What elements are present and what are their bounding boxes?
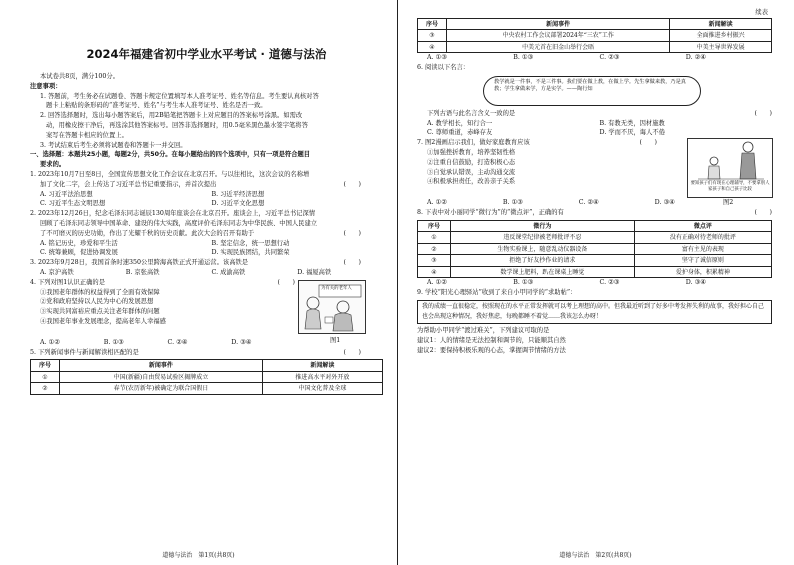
note-line: 案写在答题卡相应的位置上。 [46, 131, 128, 139]
q2-option-a[interactable]: A. 铭记历史，珍爱和平生活 [40, 239, 118, 247]
q4-option-b[interactable]: B. ①③ [103, 338, 124, 346]
q4-stem-line: 4. 下列对图1认识正确的是 [30, 278, 105, 286]
q3-option-a[interactable]: A. 京沪高铁 [40, 268, 74, 276]
table-header: 序号 [418, 18, 447, 30]
table-cell: 春节(农历新年)被确定为联合国假日 [60, 383, 263, 395]
table-header-row [418, 18, 772, 30]
q6-options [417, 119, 772, 129]
q2-option-c[interactable]: C. 统筹兼顾，促进协调发展 [40, 249, 118, 257]
q4-item: ④我国老年事业发展理念，提高老年人幸福感 [40, 317, 166, 325]
q7-item: ②注重自信鼓励，打造积极心态 [427, 158, 516, 166]
table-row [418, 232, 772, 244]
continued-label: 续表 [755, 9, 768, 16]
answer-blank: ( ) [343, 229, 361, 237]
table-cell: 中美元首在旧金山举行会晤 [447, 41, 670, 53]
q1-options [30, 190, 383, 200]
q2-option-b[interactable]: B. 坚定信念，统一思想行动 [211, 239, 290, 247]
table-cell: 全面推进乡村振兴 [670, 30, 772, 42]
table-header: 微点评 [634, 220, 771, 232]
table-row [418, 266, 772, 278]
q5-stem [30, 348, 383, 358]
table-header: 新闻事件 [60, 360, 263, 372]
q7-item: ③自觉承认错误，主动沟通交流 [427, 168, 516, 176]
table-cell: 没有正确对待老师的批评 [634, 232, 771, 244]
intro: 本试卷共8页，满分100分。 [40, 73, 119, 80]
q4-options [30, 338, 295, 348]
table-cell: 爱护身体，积累精神 [634, 266, 771, 278]
q2-options [30, 239, 383, 249]
q6-stem: 6. 阅读以下名言： [417, 64, 470, 72]
table-cell: 生物实验课上，随意乱动仪器设备 [451, 243, 635, 255]
section-heading-cont: 要求的。 [40, 161, 66, 169]
exam-title: 2024年福建省初中学业水平考试 · 道德与法治 [86, 47, 327, 61]
q4-item: ①我国老年群体的权益得到了全面有效保障 [40, 288, 160, 296]
note-line: 3. 考试结束后考生必须将试题卷和答题卡一并交回。 [40, 141, 187, 149]
figure-2-caption: 图2 [723, 199, 734, 207]
q5-option-c[interactable]: C. ②③ [599, 54, 620, 62]
page-right [397, 0, 794, 565]
parent-child-cartoon-icon [688, 139, 772, 183]
q7-item: ④积极承担责任，改善亲子关系 [427, 178, 516, 186]
table-cell: 坚守了诚信原则 [634, 255, 771, 267]
q8-options [417, 278, 772, 288]
q6-option-b[interactable]: B. 有教无类，因材施教 [599, 119, 665, 127]
table-cell: ④ [418, 266, 451, 278]
table-cell: 拒绝了好友抄作业的请求 [451, 255, 635, 267]
answer-blank: ( ) [754, 209, 772, 217]
table-row [418, 243, 772, 255]
table-header-row [418, 220, 772, 232]
table-cell: ② [31, 383, 60, 395]
table-row [418, 30, 772, 42]
page-footer-right: 道德与法治 第2页(共8页) [559, 552, 632, 559]
note-line: 2. 回答选择题时，选出每小题答案后，用2B铅笔把答题卡上对应题目的答案标号涂黑。如需改 [40, 112, 303, 120]
q6-option-d[interactable]: D. 学而不厌，诲人不倦 [599, 129, 665, 137]
q1-option-d[interactable]: D. 习近平文化思想 [211, 200, 265, 208]
q5-table-continued [417, 18, 772, 54]
page-footer-left: 道德与法治 第1页(共8页) [162, 552, 235, 559]
q1-stem-line: 加了文化二字，会上传达了习近平总书记重要指示，并首次提出 [40, 180, 217, 188]
table-row [418, 255, 772, 267]
q7-options [417, 198, 772, 208]
answer-blank: ( ) [343, 259, 361, 267]
q5-table [30, 359, 383, 395]
q2-options [30, 248, 383, 258]
table-cell: ④ [418, 41, 447, 53]
q4-item: ②党和政府坚持以人民为中心的发展思想 [40, 298, 154, 306]
q1-option-b[interactable]: B. 习近平经济思想 [211, 190, 265, 198]
table-header: 新闻解读 [262, 360, 382, 372]
q5-stem-line: 5. 下列新闻事件与新闻解读相匹配的是 [30, 348, 139, 356]
q2-stem: 2. 2023年12月26日，纪念毛泽东同志诞辰130周年座谈会在北京召开。座谈会上，习近平总书记深情 [30, 210, 316, 218]
figure-1-text: 为有关的老年人 [321, 285, 352, 291]
table-cell: ② [418, 243, 451, 255]
q6-option-c[interactable]: C. 尊师重道，赤峰存友 [427, 129, 493, 137]
q7-stem [417, 138, 657, 148]
q1-options [30, 199, 383, 209]
q3-stem-line: 3. 2023年9月28日，我国首条时速350公里跨海高铁正式开通运营。该高铁是 [30, 259, 249, 267]
q5-option-b[interactable]: B. ①③ [513, 54, 534, 62]
figure-2-cartoon [687, 138, 773, 198]
notes-heading: 注意事项： [30, 82, 62, 90]
q7-option-a[interactable]: A. ①② [427, 199, 447, 207]
q9-suggestion: 建议1：人的情绪是无法控制和调节的，只能顺其自然 [417, 336, 566, 344]
q2-stem-line: 了不可磨灭的历史功勋，作出了光耀千秋的历史贡献。此次大会的召开有助于 [40, 229, 255, 237]
table-header: 新闻事件 [447, 18, 670, 30]
q8-option-d[interactable]: D. ③④ [685, 279, 706, 287]
q7-stem-line: 7. 图2漫画启示我们，做好家庭教育应该 [417, 139, 530, 147]
answer-blank: ( ) [277, 278, 295, 286]
q8-table [417, 220, 772, 279]
table-cell: ① [31, 371, 60, 383]
q9-stem: 9. 学校“阳光心理驿站”收到了来自小甲同学的“求助帖”： [417, 289, 577, 297]
figure-1-cartoon [298, 280, 366, 334]
q3-stem [30, 258, 383, 268]
q3-option-d[interactable]: D. 福厦高铁 [297, 268, 332, 276]
quote-bubble: 教学就是一件事，不是三件事。我们要在做上教，在做上学。先生拿做来教，乃是真教；学生拿做来学，方是实学。——陶行知 [483, 76, 701, 106]
q9-ask: 为帮助小甲同学“渡过难关”，下列建议可取的是 [417, 326, 550, 334]
table-cell: 富有主见的表现 [634, 243, 771, 255]
q7-option-b[interactable]: B. ①③ [502, 199, 523, 207]
q7-block [417, 138, 772, 198]
table-cell: 中国文化普及全球 [262, 383, 382, 395]
q2-option-d[interactable]: D. 实现民族团结，共同繁荣 [211, 249, 290, 257]
q8-option-b[interactable]: B. ①③ [513, 279, 534, 287]
table-cell: ③ [418, 255, 451, 267]
note-line: 1. 答题前，考生务必在试题卷、答题卡规定位置填写本人准考证号、姓名等信息。考生要认真核对答 [40, 92, 319, 100]
table-cell: 数学课上肥料，趴在课桌上睡觉 [451, 266, 635, 278]
table-header: 序号 [418, 220, 451, 232]
q7-item: ①加强挫折教育，培养坚韧性格 [427, 149, 516, 157]
table-row [31, 371, 383, 383]
q4-stem [30, 278, 295, 288]
q8-stem-line: 8. 下表中对小丽同学“微行为”的“微点评”，正确的有 [417, 209, 564, 217]
q5-option-a[interactable]: A. ①③ [427, 54, 447, 62]
table-header-row [31, 360, 383, 372]
q8-stem [417, 208, 772, 218]
q5-option-d[interactable]: D. ②④ [685, 54, 706, 62]
figure-1-caption: 图1 [330, 336, 341, 344]
q6-options [417, 128, 772, 138]
section-heading: 一、选择题：本题共25小题，每题2分，共50分。在每小题给出的四个选项中，只有一项是符合题目 [30, 151, 311, 159]
q2-stem-cont: 回顾了毛泽东同志领导中国革命、建设的伟大实践，高度评价毛泽东同志为中华民族、中国人民建立 [40, 219, 318, 227]
q3-options [30, 268, 383, 278]
table-cell: ① [418, 232, 451, 244]
table-cell: 中美主导世界发展 [670, 41, 772, 53]
table-header: 微行为 [451, 220, 635, 232]
table-cell: 中国(新疆)自由贸易试验区揭牌成立 [60, 371, 263, 383]
answer-blank: ( ) [343, 180, 361, 188]
q2-stem-cont [30, 229, 383, 239]
q3-option-c[interactable]: C. 成渝高铁 [211, 268, 246, 276]
table-row [418, 41, 772, 53]
answer-blank: ( ) [343, 348, 361, 356]
q4-option-d[interactable]: D. ③④ [231, 338, 252, 346]
q6-option-a[interactable]: A. 教学相长，知行合一 [427, 119, 493, 127]
q8-option-c[interactable]: C. ②③ [599, 279, 620, 287]
table-cell: ③ [418, 30, 447, 42]
q7-option-d[interactable]: D. ③④ [654, 199, 675, 207]
q1-stem: 1. 2023年10月7日至8日，全国宣传思想文化工作会议在北京召开。与以往相比，这次会议的名称增 [30, 170, 310, 178]
q9-suggestion: 建议2：要保持积极乐观的心态，掌握调节情绪的方法 [417, 346, 566, 354]
answer-blank: ( ) [754, 109, 772, 117]
note-line: 动，用橡皮擦干净后，再选涂其他答案标号。回答非选择题时，用0.5毫米黑色墨水签字笔将答 [46, 121, 308, 129]
q4-item: ③实现共同富裕应重点关注老年群体的问题 [40, 308, 160, 316]
q4-option-c[interactable]: C. ②④ [167, 338, 188, 346]
table-row [31, 383, 383, 395]
q7-option-c[interactable]: C. ②④ [578, 199, 599, 207]
figure-2-text: 要知孩子们有现在心理辅导，不要拿别人家孩子和自己孩子比较 [690, 181, 770, 192]
q5-options [417, 53, 772, 63]
q1-option-c[interactable]: C. 习近平生态文明思想 [40, 200, 106, 208]
q4-option-a[interactable]: A. ①② [40, 338, 60, 346]
answer-blank: ( ) [639, 139, 657, 147]
table-cell: 违反课堂纪律被老师批评不忍 [451, 232, 635, 244]
q1-stem-cont [30, 180, 383, 190]
table-cell: 中央农村工作会议部署2024年“三农”工作 [447, 30, 670, 42]
q6-ask-line: 下列古语与此名言含义一致的是 [427, 109, 516, 117]
note-line: 题卡上粘贴的条形码的“准考证号、姓名”与考生本人准考证号、姓名是否一致。 [46, 102, 267, 110]
q3-option-b[interactable]: B. 京张高铁 [125, 268, 160, 276]
help-post-box: 我的成绩一直很稳定，按照现在的水平正常发挥就可以考上理想的高中。但我最近听到了好多中考发挥失利的故事，我好担心自己也会出现这种情况，我好焦虑，每晚都睡不着觉……我该怎么办呀！ [417, 300, 772, 324]
q6-ask [417, 109, 772, 119]
table-cell: 推进高水平对外开放 [262, 371, 382, 383]
table-header: 新闻解读 [670, 18, 772, 30]
q1-option-a[interactable]: A. 习近平法治思想 [40, 190, 93, 198]
q8-option-a[interactable]: A. ①② [427, 279, 447, 287]
table-header: 序号 [31, 360, 60, 372]
